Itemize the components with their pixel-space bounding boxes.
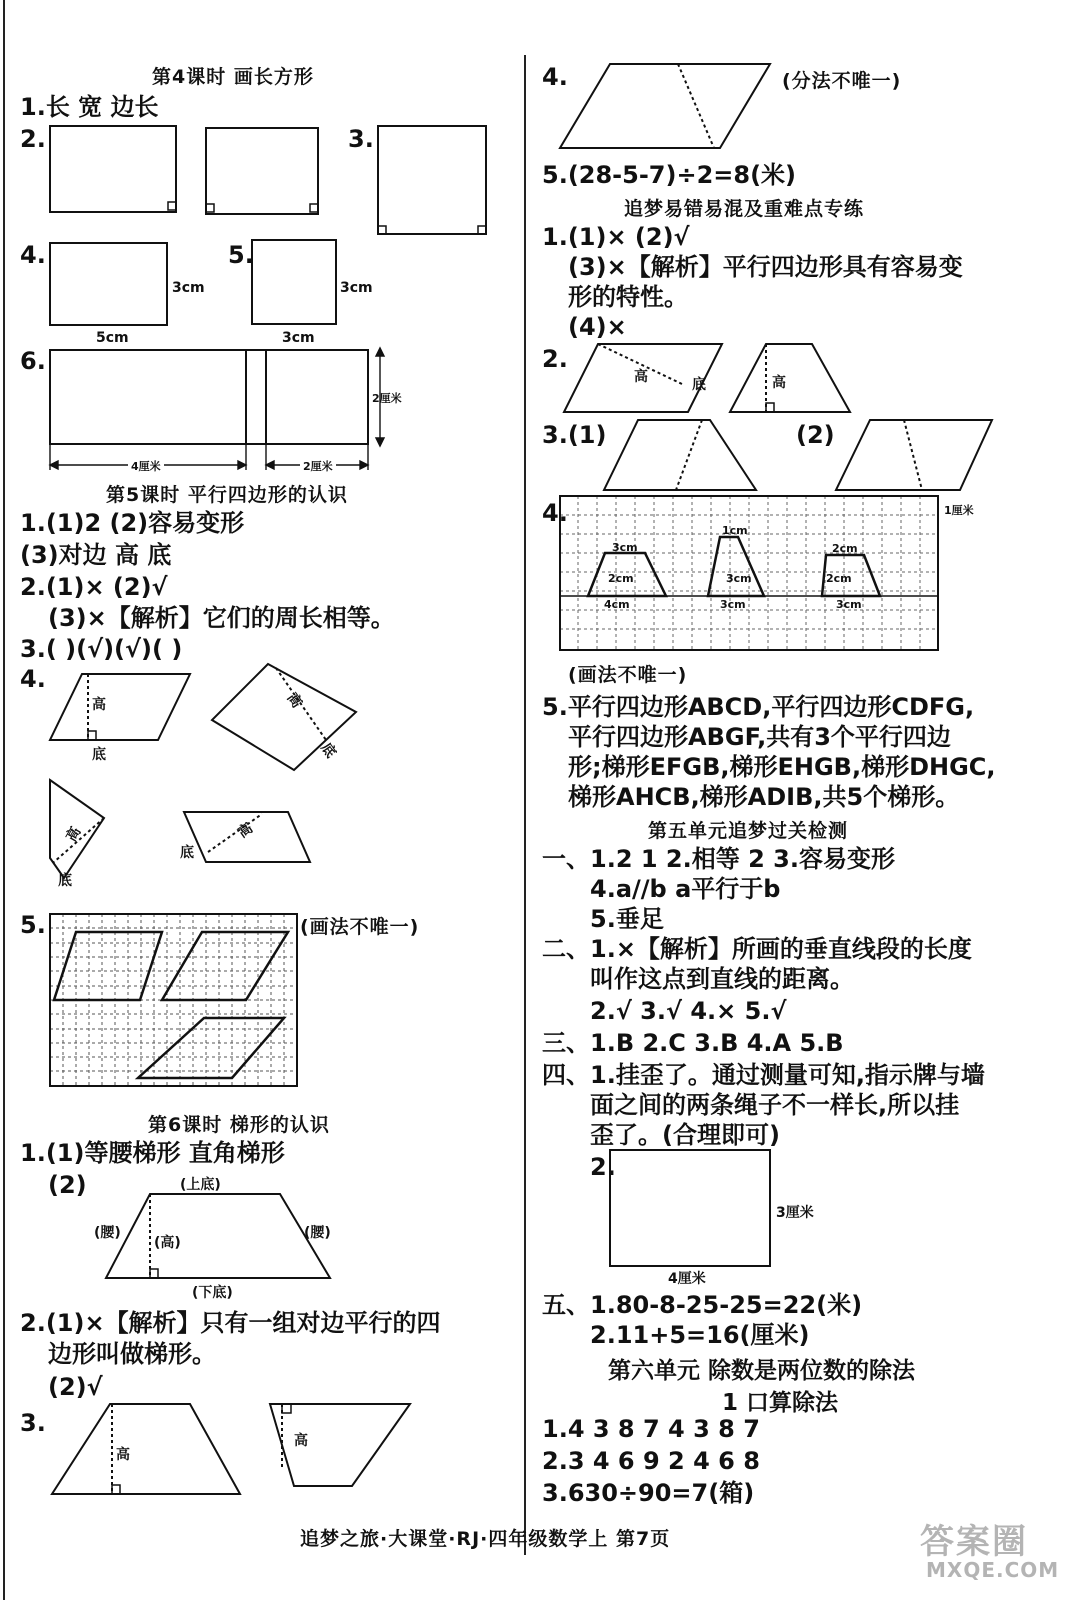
dim-label: 4厘米 [128, 458, 164, 474]
trap3-top: 2cm [832, 542, 858, 555]
dim-label: 2厘米 [372, 392, 402, 405]
dim-label: 5cm [96, 330, 129, 346]
unit6-r2: 2.3 4 6 9 2 4 6 8 [542, 1447, 760, 1475]
label-lower-base: (下底) [192, 1285, 233, 1301]
drill-q1b: (3)×【解析】平行四边形具有容易变 [568, 253, 963, 281]
label-di: 底 [180, 845, 194, 861]
lesson6-q1b: (2) [48, 1171, 87, 1199]
dim-label: 2厘米 [300, 458, 336, 474]
unit5-s2a: 二、1.×【解析】所画的垂直线段的长度 [542, 935, 972, 963]
label-gao: 高 [634, 369, 648, 385]
drill-q2-label: 2. [542, 345, 568, 373]
label-gao: 高 [294, 1433, 308, 1449]
section-title-unit6: 第六单元 除数是两位数的除法 [608, 1358, 916, 1384]
unit6-r1: 1.4 3 8 7 4 3 8 7 [542, 1415, 760, 1443]
unit5-s4d: 2. [590, 1153, 616, 1181]
lesson4-q2-label: 2. [20, 125, 46, 153]
label-di: 底 [317, 740, 339, 761]
label-di: 底 [692, 377, 706, 393]
section-title-lesson5: 第5课时 平行四边形的认识 [106, 484, 348, 506]
drill-q5d: 梯形AHCB,梯形ADIB,共5个梯形。 [568, 783, 960, 811]
note-drawing-not-unique: (画法不唯一) [568, 664, 688, 686]
lesson5-q4-label: 4. [20, 665, 46, 693]
label-gao: 高 [772, 375, 786, 391]
watermark-logo [906, 1512, 1066, 1592]
unit5-s3: 三、1.B 2.C 3.B 4.A 5.B [542, 1029, 844, 1057]
note-drawing-not-unique: (画法不唯一) [300, 916, 420, 938]
subsection-title-oral-division: 1 口算除法 [722, 1390, 839, 1416]
trap2-height: 3cm [726, 572, 752, 585]
trap3-bottom: 3cm [836, 598, 862, 611]
note-split-not-unique: (分法不唯一) [782, 70, 902, 92]
label-upper-base: (上底) [180, 1177, 221, 1193]
lesson5-q2b: (3)×【解析】它们的周长相等。 [48, 604, 395, 632]
lesson4-q3-label: 3. [348, 125, 374, 153]
lesson5-q1a: 1.(1)2 (2)容易变形 [20, 509, 245, 537]
unit5-s1b: 4.a//b a平行于b [590, 875, 781, 903]
unit5-s2c: 2.√ 3.√ 4.× 5.√ [590, 997, 787, 1025]
drill-q3b-label: (2) [796, 421, 835, 449]
dim-label: 3cm [340, 280, 373, 296]
dim-label: 3厘米 [776, 1205, 814, 1221]
trap2-bottom: 3cm [720, 598, 746, 611]
label-height: (高) [154, 1235, 181, 1251]
unit5-s4c: 歪了。(合理即可) [590, 1121, 780, 1149]
section-title-lesson4: 第4课时 画长方形 [152, 66, 314, 88]
label-di: 底 [58, 873, 72, 889]
grid-unit-label: 1厘米 [944, 504, 974, 517]
unit5-s2b: 叫作这点到直线的距离。 [590, 965, 854, 993]
trap2-top: 1cm [722, 524, 748, 537]
lesson6-q3-label: 3. [20, 1409, 46, 1437]
watermark-main: 答案圈 [920, 1522, 1028, 1562]
trap3-height: 2cm [826, 572, 852, 585]
trap1-top: 3cm [612, 541, 638, 554]
section-title-unit5-test: 第五单元追梦过关检测 [648, 820, 849, 842]
label-gao: 高 [116, 1447, 130, 1463]
lesson4-q5-label: 5. [228, 241, 254, 269]
top-q5: 5.(28-5-7)÷2=8(米) [542, 161, 797, 189]
lesson4-q6-label: 6. [20, 347, 46, 375]
dim-label: 4厘米 [668, 1271, 706, 1287]
lesson6-q2c: (2)√ [48, 1373, 103, 1401]
unit5-s1a: 一、1.2 1 2.相等 2 3.容易变形 [542, 845, 895, 873]
watermark-url: MXQE.COM [926, 1558, 1060, 1582]
drill-q1d: (4)× [568, 313, 627, 341]
unit5-s1c: 5.垂足 [590, 905, 664, 933]
unit5-s5a: 五、1.80-8-25-25=22(米) [542, 1291, 863, 1319]
unit5-s4a: 四、1.挂歪了。通过测量可知,指示牌与墙 [542, 1061, 985, 1089]
label-leg-right: (腰) [304, 1225, 331, 1241]
dim-label: 3cm [172, 280, 205, 296]
label-di: 底 [92, 747, 106, 763]
section-title-drill: 追梦易错易混及重难点专练 [624, 198, 865, 220]
drill-q1a: 1.(1)× (2)√ [542, 223, 690, 251]
drill-q3-label: 3.(1) [542, 421, 607, 449]
trap1-height: 2cm [608, 572, 634, 585]
section-title-lesson6: 第6课时 梯形的认识 [148, 1114, 330, 1136]
drill-q4-label: 4. [542, 499, 568, 527]
unit6-r3: 3.630÷90=7(箱) [542, 1479, 755, 1507]
lesson6-q2b: 边形叫做梯形。 [48, 1340, 216, 1368]
lesson5-q3: 3.( )(√)(√)( ) [20, 635, 183, 663]
lesson5-q2a: 2.(1)× (2)√ [20, 573, 168, 601]
lesson5-q5-label: 5. [20, 911, 46, 939]
drill-q5c: 形;梯形EFGB,梯形EHGB,梯形DHGC, [568, 753, 996, 781]
label-gao: 高 [63, 824, 85, 845]
drill-q1c: 形的特性。 [568, 283, 688, 311]
label-gao: 高 [283, 690, 305, 711]
unit5-s5b: 2.11+5=16(厘米) [590, 1321, 810, 1349]
page-footer: 追梦之旅·大课堂·RJ·四年级数学上 第7页 [300, 1528, 671, 1550]
lesson5-q1b: (3)对边 高 底 [20, 541, 172, 569]
top-q4-label: 4. [542, 63, 568, 91]
drill-q5a: 5.平行四边形ABCD,平行四边形CDFG, [542, 693, 975, 721]
lesson4-q1: 1.长 宽 边长 [20, 93, 159, 121]
label-leg-left: (腰) [94, 1225, 121, 1241]
label-gao: 高 [235, 820, 256, 842]
drill-q5b: 平行四边形ABGF,共有3个平行四边 [568, 723, 951, 751]
lesson6-q2a: 2.(1)×【解析】只有一组对边平行的四 [20, 1309, 441, 1337]
lesson4-q4-label: 4. [20, 241, 46, 269]
trap1-bottom: 4cm [604, 598, 630, 611]
label-gao: 高 [92, 697, 106, 713]
unit5-s4b: 面之间的两条绳子不一样长,所以挂 [590, 1091, 960, 1119]
dim-label: 3cm [282, 330, 315, 346]
lesson6-q1a: 1.(1)等腰梯形 直角梯形 [20, 1139, 285, 1167]
